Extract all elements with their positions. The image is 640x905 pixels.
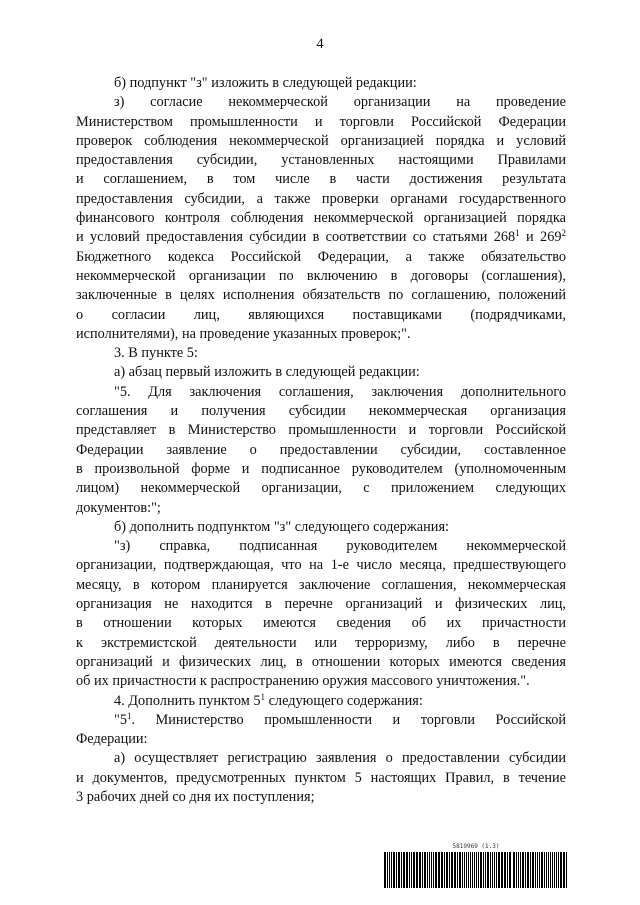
barcode-bar [494, 852, 495, 888]
barcode-bar [416, 852, 418, 888]
barcode-bar [449, 852, 450, 888]
text-run: лицом) некоммерческой организации, с приложением следующих [76, 480, 566, 497]
barcode-bar [483, 852, 484, 888]
barcode-bar [541, 852, 543, 888]
barcode-bar [530, 852, 531, 888]
text-run: в отношении которых имеются сведения об их причастности [76, 615, 566, 632]
barcode-bar [554, 852, 555, 888]
barcode-bar [522, 852, 524, 888]
barcode-bar [427, 852, 428, 888]
text-line [76, 113, 566, 132]
text-line [76, 499, 566, 518]
text-line [76, 228, 566, 247]
text-run: "з) справка, подписанная руководителем некоммерческой [114, 538, 566, 555]
barcode-bar [546, 852, 547, 888]
barcode-bar [413, 852, 415, 888]
barcode-bar [454, 852, 456, 888]
text-run: и соглашением, в том числе в части достижения результата [76, 171, 566, 188]
page-number: 4 [316, 36, 324, 52]
barcode-bar [441, 852, 443, 888]
barcode-bar [396, 852, 397, 888]
text-line [76, 286, 566, 305]
text-line [76, 306, 566, 325]
barcode-bar [556, 852, 557, 888]
barcode-bar [513, 852, 515, 888]
text-run: Министерством промышленности и торговли Российской Федерации [76, 113, 566, 130]
text-run: соглашения и получения субсидии некоммерческая организация [76, 403, 566, 420]
text-line [76, 132, 566, 151]
text-run: документов:"; [76, 499, 161, 516]
text-run: Бюджетного кодекса Российской Федерации, а также обязательство [76, 248, 566, 265]
text-run: в произвольной форме и подписанное руководителем (уполномоченным [76, 460, 566, 477]
text-line [76, 441, 566, 460]
text-line [76, 711, 566, 730]
text-line [76, 537, 566, 556]
barcode-bar [411, 852, 412, 888]
barcode-bar [472, 852, 473, 888]
text-run: организаций и физических лиц, в отношении которых имеются сведения [76, 653, 566, 670]
text-run: з) согласие некоммерческой организации на проведение [114, 94, 566, 111]
text-run: . Министерство промышленности и торговли Российской [131, 711, 566, 728]
text-line [76, 614, 566, 633]
barcode-bar [422, 852, 423, 888]
barcode-bar [444, 852, 445, 888]
text-run: Федерации заявление о предоставлении субсидии, составленное [76, 441, 566, 458]
text-line [76, 788, 566, 807]
text-run: 3 рабочих дней со дня их поступления; [76, 788, 315, 805]
superscript: 1 [515, 228, 520, 239]
text-line [76, 190, 566, 209]
barcode-bar [532, 852, 534, 888]
text-run: проверок соблюдения некоммерческой организацией порядка и условий [76, 132, 566, 149]
barcode-bar [419, 852, 421, 888]
barcode-bar [464, 852, 465, 888]
document-body [76, 74, 566, 807]
text-line [76, 672, 566, 691]
text-run: некоммерческой организации по включению в договоры (соглашения), [76, 267, 566, 284]
text-line [76, 402, 566, 421]
superscript: 1 [127, 710, 132, 721]
barcode-bar [504, 852, 506, 888]
text-line [76, 325, 566, 344]
barcode-bar [527, 852, 529, 888]
text-run: б) дополнить подпунктом "з" следующего содержания: [114, 518, 449, 535]
text-line [76, 653, 566, 672]
barcode-number: 5819969 (1.3) [452, 843, 500, 850]
barcode-bar [480, 852, 482, 888]
barcode-bar [431, 852, 432, 888]
barcode-bar [492, 852, 493, 888]
barcode-bar [487, 852, 489, 888]
barcode-bar [457, 852, 458, 888]
text-line [76, 769, 566, 788]
barcode-bar [468, 852, 469, 888]
text-run: а) абзац первый изложить в следующей редакции: [114, 364, 420, 381]
barcode-bar [429, 852, 430, 888]
text-run: и 269 [519, 229, 562, 246]
text-line [76, 383, 566, 402]
text-run: об их причастности к распространению оружия массового уничтожения.". [76, 673, 530, 690]
text-line [76, 363, 566, 382]
barcode-bar [563, 852, 565, 888]
text-run: финансового контроля соблюдения некоммерческой организацией порядка [76, 210, 566, 227]
barcode-bar [498, 852, 500, 888]
barcode-bar [501, 852, 503, 888]
text-run: следующего содержания: [265, 692, 423, 709]
barcode-bar [389, 852, 390, 888]
barcode-bar [539, 852, 540, 888]
text-run: 4. Дополнить пунктом 5 [114, 692, 261, 709]
text-run: "5 [114, 711, 127, 728]
barcode-bar [525, 852, 526, 888]
barcode-bar [401, 852, 402, 888]
text-line [76, 93, 566, 112]
barcode-bar [459, 852, 461, 888]
barcode-bar [403, 852, 405, 888]
barcode-bar [485, 852, 486, 888]
barcode-bar [509, 852, 511, 888]
text-run: организация не находится в перечне организаций и физических лиц, [76, 596, 566, 613]
text-run: 3. В пункте 5: [114, 345, 198, 362]
barcode-bar [535, 852, 536, 888]
barcode-bar [387, 852, 388, 888]
text-run: исполнителями), на проведение указанных проверок;". [76, 325, 411, 342]
barcode-bar [391, 852, 392, 888]
text-run: а) осуществляет регистрацию заявления о предоставлении субсидии [114, 750, 566, 767]
barcode-bar [518, 852, 519, 888]
text-run: заключенные в целях исполнения обязательств по соглашению, положений [76, 287, 566, 304]
barcode-bar [550, 852, 551, 888]
barcode-bar [474, 852, 475, 888]
text-line [76, 267, 566, 286]
barcode-bar [424, 852, 426, 888]
barcode-bar [406, 852, 408, 888]
text-run: "5. Для заключения соглашения, заключения дополнительного [114, 383, 566, 400]
text-line [76, 170, 566, 189]
text-line [76, 692, 566, 711]
text-run: организации, подтверждающая, что на 1-е число месяца, предшествующего [76, 557, 566, 574]
barcode-bar [537, 852, 538, 888]
superscript: 1 [260, 691, 266, 702]
barcode-bar [520, 852, 521, 888]
barcode-bar [476, 852, 477, 888]
barcode [383, 843, 569, 889]
text-line [76, 151, 566, 170]
text-line [76, 595, 566, 614]
barcode-bar [470, 852, 471, 888]
barcode-bar [409, 852, 410, 888]
text-run: месяцу, в котором планируется заключение соглашения, некоммерческая [76, 576, 566, 593]
barcode-bar [496, 852, 497, 888]
text-line [76, 556, 566, 575]
text-line [76, 479, 566, 498]
text-run: и документов, предусмотренных пунктом 5 настоящих Правил, в течение [76, 769, 566, 786]
barcode-bar [566, 852, 567, 888]
barcode-bar [478, 852, 479, 888]
text-line [76, 576, 566, 595]
text-line [76, 634, 566, 653]
barcode-bar [516, 852, 517, 888]
text-line [76, 248, 566, 267]
barcode-bar [548, 852, 549, 888]
text-line [76, 344, 566, 363]
text-run: предоставления субсидии, а также проверки органами государственного [76, 190, 566, 207]
text-run: б) подпункт "з" изложить в следующей редакции: [114, 75, 417, 91]
barcode-bar [507, 852, 508, 888]
barcode-bar [462, 852, 463, 888]
text-run: Федерации: [76, 731, 148, 748]
text-run: предоставления субсидии, установленных настоящими Правилами [76, 152, 566, 169]
barcode-bar [560, 852, 562, 888]
text-line [76, 421, 566, 440]
text-line [76, 749, 566, 768]
text-line [76, 518, 566, 537]
text-run: представляет в Министерство промышленности и торговли Российской [76, 422, 566, 439]
barcode-bar [384, 852, 386, 888]
text-line [76, 74, 566, 93]
text-line [76, 460, 566, 479]
barcode-bar [451, 852, 453, 888]
text-line [76, 730, 566, 749]
barcode-bar [433, 852, 434, 888]
barcode-bar [398, 852, 400, 888]
barcode-bar [552, 852, 553, 888]
barcode-bar [446, 852, 448, 888]
text-run: о согласии лиц, являющихся поставщиками (подрядчиками, [76, 306, 566, 323]
text-line [76, 209, 566, 228]
barcode-bar [438, 852, 440, 888]
barcode-bar [558, 852, 559, 888]
text-run: к экстремистской деятельности или терроризму, либо в перечне [76, 634, 566, 651]
barcode-bars [383, 852, 569, 888]
barcode-bar [466, 852, 467, 888]
superscript: 2 [561, 228, 566, 239]
barcode-bar [490, 852, 491, 888]
text-run: и условий предоставления субсидии в соответствии со статьями 268 [76, 229, 516, 246]
barcode-bar [544, 852, 545, 888]
barcode-bar [435, 852, 437, 888]
barcode-bar [393, 852, 395, 888]
